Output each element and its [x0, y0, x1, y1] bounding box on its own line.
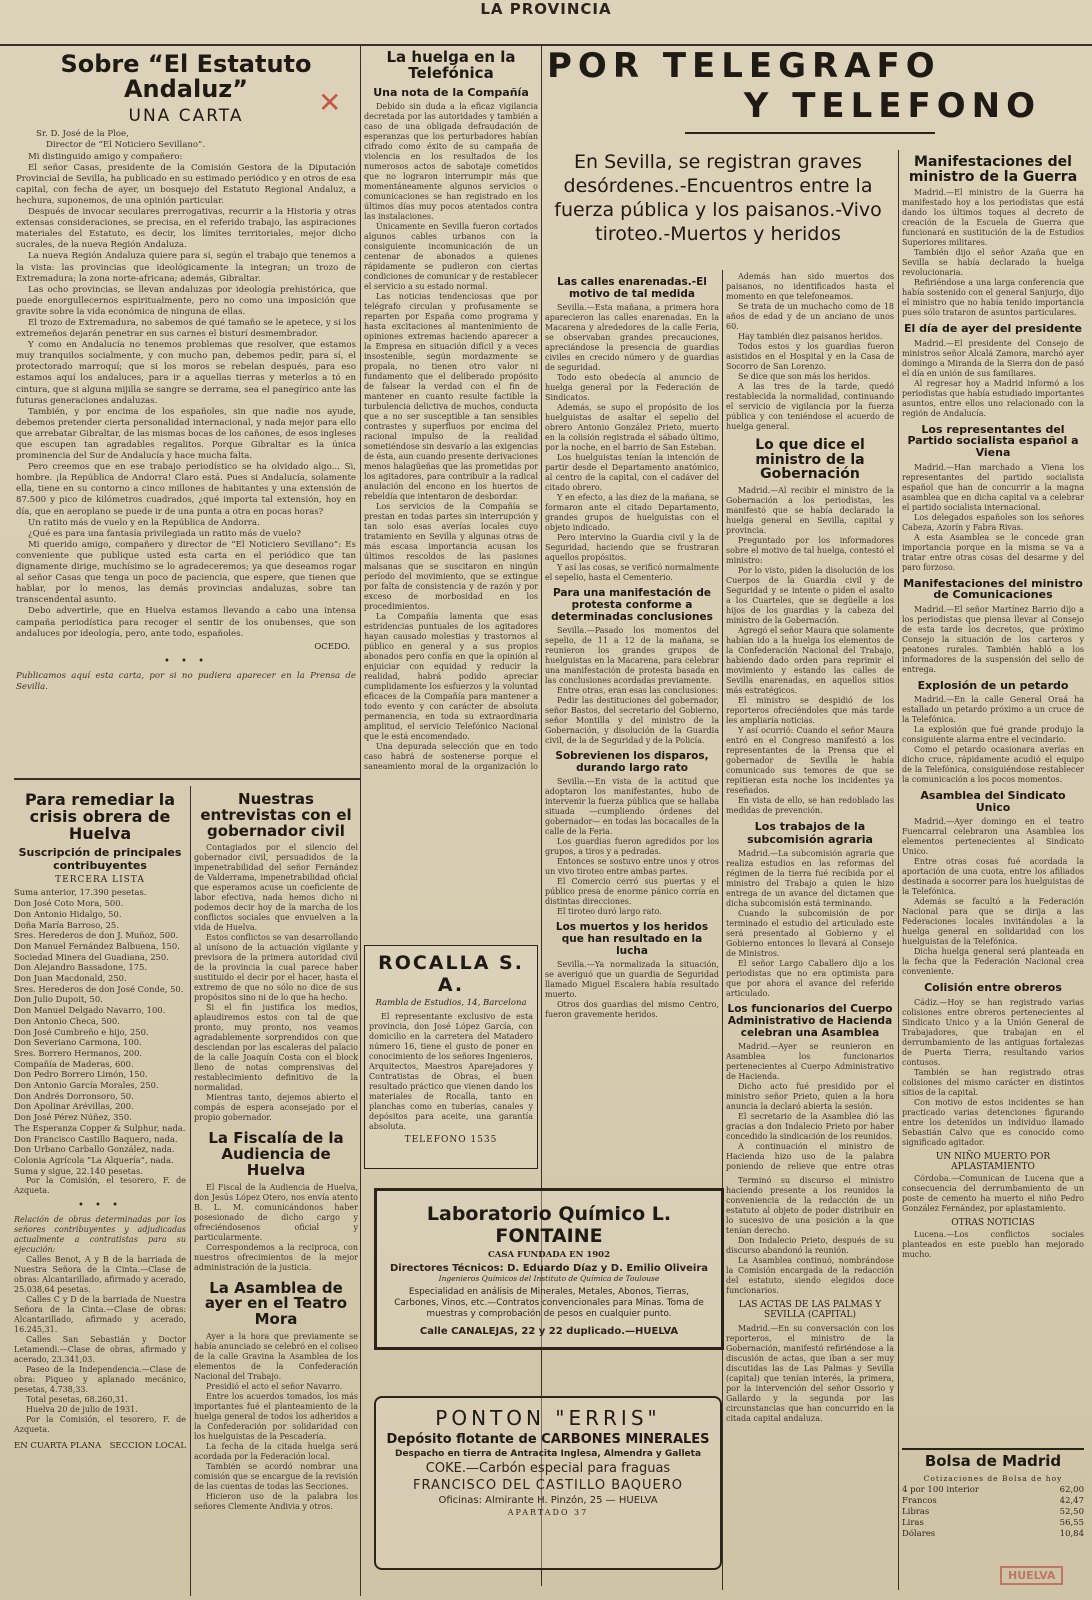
paragraph: La Compañía lamenta que esas estridencias puntuales de los agitadores hayan causado molestias y trastornos al público en general y a sus propios abonados pero confía en que la opinión al enjuiciar con equidad y reducir la realidad, habrá podido apreciar cumplidamente los esfuerzos y la voluntad eficaces de la Compañía para mantener a todo evento y con carácter de absoluta permanencia, en toda su extraordinaria amplitud, el servicio Telefónico Nacional que le está encomendado. [364, 611, 538, 741]
bolsa-value: 56,55 [1059, 1517, 1084, 1528]
paragraph: También se acordó nombrar una comisión que se encargue de la revisión de las cuentas de todas las Secciones. [194, 1461, 358, 1491]
banner-line-1: POR TELEGRAFO [547, 46, 941, 86]
bolsa-rows [902, 1485, 1084, 1540]
ad-title: ROCALLA S. A. [378, 952, 524, 996]
bolsa-row [902, 1518, 1084, 1529]
paragraph: Correspondemos a la reciproca, con nuestros ofrecimientos de la mejor administración de la justicia. [194, 1242, 358, 1272]
paragraph: Un ratito más de vuelo y en la República de Andorra. [28, 517, 260, 528]
paragraph: Madrid.—Ayer se reunieron en Asamblea los funcionarios pertenecientes al Cuerpo Administrativo de Hacienda. [726, 1042, 894, 1082]
archive-stamp: HUELVA [1000, 1566, 1063, 1585]
bolsa-value: 62,00 [1059, 1484, 1084, 1495]
article-telefonica [364, 48, 538, 772]
work-item: Huelva 20 de julio de 1931. [26, 1405, 138, 1415]
big-headline: En Sevilla, se registran graves desórdenes.-Encuentros entre la fuerza pública y los paisanos.-Vivo tiroteo.-Muertos y heridos [554, 151, 882, 245]
paragraph: También, y por encima de los españoles, sin que nadie nos ayude, debemos pretender cierta personalidad internacional, y nada mejor para ello que arrebatar Gibraltar, de las mismas bocas de los cañones, de esos ingleses que escupen tan agradables regalitos. Porque Gibraltar es la única prominencia del Sur de Andalucía y hace mucha falta. [16, 406, 356, 462]
bolsa-value: 52,50 [1059, 1506, 1084, 1517]
donor-item: Don José Coto Mora, 500. [14, 898, 124, 909]
editor-note: Publicamos aquí esta carta, por si no pudiera aparecer en la Prensa de Sevilla. [16, 670, 356, 692]
paragraph: Mientras tanto, dejemos abierto el compás de espera aconsejado por el propio gobernador. [194, 1093, 358, 1123]
donor-item: Don Manuel Fernández Balbuena, 150. [14, 940, 180, 951]
section-title: Manifestaciones del ministro de la Guerra [908, 154, 1078, 185]
paragraph: Madrid.—El presidente del Consejo de ministros señor Alcalá Zamora, marchó ayer domingo a Miranda de la Sierra don de pasó el día en unión de sus familiares. [902, 338, 1084, 378]
ad-line: Despacho en tierra de Antracita Inglesa, Almendra y Galleta [394, 1449, 702, 1459]
section-title: Sobrevienen los disparos, durando largo rato [555, 750, 709, 774]
paragraph: Si el fin justifica los medios, aplaudiremos estos con tal de que pronto, muy pronto, nos veamos agradablemente sorprendidos con que desciendan por las escaleras del palacio de la calle Joaquín Costa con el block lleno de notas comprensivas del restablecimiento definitivo de la normalidad. [194, 1003, 358, 1093]
article-sevilla [545, 272, 719, 1176]
section-title: Para una manifestación de protesta conforme a determinadas conclusiones [551, 587, 713, 623]
greeting: Mi distinguido amigo y compañero: [28, 151, 183, 162]
work-item: Por la Comisión, el tesorero, F. de Azqueta. [14, 1415, 186, 1435]
paragraph: Sevilla.—Ya normalizada la situación, se averiguó que un guardia de Seguridad llamado Miguel Escalera había resultado muerto. [545, 960, 719, 999]
paragraph: En vista de ello, se han redoblado las medidas de prevención. [726, 796, 894, 816]
column-rule [541, 46, 542, 1586]
paragraph: Entonces se sostuvo entre unos y otros un vivo tiroteo entre ambas partes. [545, 857, 719, 876]
section-title: LAS ACTAS DE LAS PALMAS Y SEVILLA (CAPITAL) [738, 1300, 882, 1320]
bolsa-title: Bolsa de Madrid [902, 1448, 1084, 1470]
donor-item: Suma anterior, 17.390 pesetas. [14, 887, 147, 898]
section-title: Las calles enarenadas.-El motivo de tal medida [557, 276, 707, 300]
paragraph: También dijo el señor Azaña que en Sevilla se había declarado la huelga revolucionaria. [902, 248, 1084, 278]
article-gobernador [194, 790, 358, 1596]
paragraph: Se dice que son más los heridos. [738, 372, 871, 381]
paragraph: Don Indalecio Prieto, después de su discurso abandonó la reunión. [726, 1236, 894, 1255]
big-headline-box [545, 150, 891, 268]
footer [14, 1441, 186, 1451]
paragraph: Además han sido muertos dos paisanos, no identificados hasta el momento en que telefoneamos. [726, 272, 894, 301]
ad-address: Rambla de Estudios, 14, Barcelona [375, 998, 527, 1008]
paragraph: Refiriéndose a una larga conferencia que había sostenido con el general Sanjurjo, dijo el ministro que no había tenido importancia pues sólo trataron de asuntos particulares. [902, 278, 1084, 318]
donor-item: Sociedad Minera del Guadiana, 250. [14, 951, 169, 962]
ad-title: PONTON "ERRIS" [435, 1406, 661, 1430]
ad-line: COKE.—Carbón especial para fraguas [425, 1461, 671, 1476]
bolsa-label: Dólares [902, 1528, 936, 1539]
donor-item: Don Urbano Carballo González, nada. [14, 1144, 175, 1155]
ad-subtitle: Depósito flotante de CARBONES MINERALES [386, 1432, 710, 1447]
ad-address: Calle CANALEJAS, 22 y 22 duplicado.—HUELVA [419, 1326, 679, 1337]
article-crisis-obrera [14, 790, 186, 1596]
paragraph: A continuación el ministro de Hacienda hizo uso de la palabra poniendo de relieve que entre otras [726, 1142, 894, 1172]
paragraph: Hay también diez paisanos heridos. [738, 332, 883, 341]
paper-name: LA PROVINCIA [480, 0, 612, 18]
subhead: Una nota de la Compañía [373, 85, 529, 99]
banner-rule [685, 132, 935, 134]
article-column-4-lower [726, 1176, 894, 1592]
paragraph: Las ocho provincias, se llevan andaluzas por ideología prehistórica, que puede enorgullecernos espiritualmente, pero no como una imposición que gravite sobre la vida económica de ninguna de ellas. [16, 284, 356, 317]
paragraph: Madrid.—Han marchado a Viena los representantes del partido socialista español que han de concurrir a la magna asamblea que en dicha capital va a celebrar el partido socialista internacional. [902, 462, 1084, 512]
ad-speciality: Especialidad en análisis de Minerales, Metales, Abonos, Tierras, Carbones, Vinos, etc.—Contratos convencionales para Minas. Toma de muestras y comprobación de pesos en cualquier punto. [394, 1287, 704, 1319]
bolsa-row [902, 1529, 1084, 1540]
paragraph: El señor Casas, presidente de la Comisión Gestora de la Diputación Provincial de Sevilla, ha publicado en su estimado periódico y en otros de esa capital, con fecha de ayer, un bosquejo del Estatuto Regional Andaluz, a hechura, suponemos, de una opinión particular. [16, 162, 356, 206]
footer-left: EN CUARTA PLANA [14, 1441, 102, 1452]
paragraph: La Asamblea continuó, nombrándose la Comisión encargada de la redacción del estatuto, siendo elegidos doce funcionarios. [726, 1256, 894, 1295]
section-title: Manifestaciones del ministro de Comunicaciones [903, 576, 1083, 602]
paragraph: Cádiz.—Hoy se han registrado varias colisiones entre obreros pertenecientes al Sindicato Unico y a la Unión General de Trabajadores, que trabajan en el derrumbamiento de las antiguas fortalezas de Puerta Tierra, resultando varios contusos. [902, 997, 1084, 1067]
paragraph: Como el petardo ocasionara averías en dicho cruce, rápidamente acudió el equipo de la Telefónica, consiguiéndose restablecer la comunicación a los pocos momentos. [902, 745, 1084, 785]
paragraph: Después de invocar seculares prerrogativas, recurrir a la Historia y otras extensas consideraciones, se precisa, en el referido trabajo, las aspiraciones materiales del Estatuto, es decir, los límites territoriales, mejor dicho sucrales, de la nueva Región Andaluza. [16, 207, 356, 251]
ad-rocalla [364, 945, 538, 1169]
paragraph: Todo esto obedecía al anuncio de huelga general por la Federación de Sindicatos. [545, 373, 719, 402]
bolsa-label: Liras [902, 1517, 924, 1528]
donor-list [14, 887, 186, 1176]
paragraph: Los huelguistas tenían la intención de partir desde el Departamento anatómico, al centro de la capital, con el cadáver del citado obrero. [545, 453, 719, 492]
bolsa-label: Francos [902, 1495, 937, 1506]
signature: OCEDO. [314, 641, 350, 652]
bolsa-row [902, 1485, 1084, 1496]
paragraph: A esta Asamblea se le concede gran importancia porque en la misma se va a tratar entre otras cosas del desarme y del paro forzoso. [902, 532, 1084, 572]
donor-item: Don Julio Dupoit, 50. [14, 994, 103, 1005]
bolsa-subtitle: Cotizaciones de Bolsa de hoy [923, 1473, 1063, 1483]
work-item: Total pesetas, 68.260,31. [26, 1395, 128, 1405]
paragraph: Entre los acuerdos tomados, los más importantes fué el planteamiento de la huelga general de todos los adheridos a la Confederación por solidaridad con los huelguistas de la Pescadería. [194, 1391, 358, 1441]
paragraph: Al regresar hoy a Madrid informó a los periodistas que había estudiado importantes asuntos, entre ellos uno relacionado con la región de Andalucía. [902, 378, 1084, 418]
donor-item: Don José Cumbreño e hijo, 250. [14, 1026, 149, 1037]
paragraph: Contagiados por el silencio del gobernador civil, persuadidos de la impenetrabilidad del señor Fernández de Valderrama, impenetrabilidad oficial que esperamos acuse un coeficiente de labor efectiva, nada hemos dicho ni podemos decir hoy de la marcha de los conflictos sociales que envuelven a la vida de Huelva. [194, 843, 358, 933]
section-title: Los funcionarios del Cuerpo Administrativo de Hacienda celebran una Asamblea [727, 1003, 893, 1040]
banner-line-2: Y TELEFONO [743, 86, 1041, 126]
column-rule [722, 270, 723, 1590]
headline: Para remediar la crisis obrera de Huelva [24, 790, 176, 843]
work-item: Calles San Sebastián y Doctor Letamendi.—Clase de obras, afirmado y acerado, 23.341,03. [14, 1335, 186, 1365]
donor-item: Don Francisco Castillo Baquero, nada. [14, 1133, 178, 1144]
headline: Sobre “El Estatuto Andaluz” [60, 50, 312, 104]
paragraph: Lucena.—Los conflictos sociales planteados en este pueblo han mejorado mucho. [902, 1229, 1084, 1259]
paragraph: Además, se supo el propósito de los huelguistas de asaltar el sepelio del obrero Antonio González Prieto, muerto en la colisión registrada el sábado último, por la noche, en el barrio de San Esteban. [545, 403, 719, 452]
ad-phone: TELEFONO 1535 [404, 1135, 498, 1145]
closing: Por la Comisión, el tesorero, F. de Azqueta. [14, 1176, 186, 1196]
donor-item: Colonia Agrícola “La Alquería”, nada. [14, 1154, 174, 1165]
paragraph: Se trata de un muchacho como de 18 años de edad y de un anciano de unos 60. [726, 302, 894, 331]
paragraph: Y como en Andalucía no tenemos problemas que resolver, que estamos muy tranquilos socialmente, y con mucho pan, debemos pedir, para sí, el protectorado marroquí; que si los moros se rebelan después, para eso estamos aquí los andaluces, para ir a aquellas tierras y meterlos a tó en cintura, que si alguna mijilla se sangre se derrama, sea el panegírico ante las futuras generaciones andaluzas. [16, 340, 356, 406]
donor-item: Compañía de Maderas, 600. [14, 1058, 134, 1069]
column-rule [190, 786, 191, 1596]
paragraph: El señor Largo Caballero dijo a los periodistas que no era optimista para que por ahora el avance del referido articulado. [726, 959, 894, 999]
donor-item: Don Alejandro Bassadone, 175. [14, 962, 148, 973]
donor-item: Don Andrés Dorronsoro, 50. [14, 1090, 134, 1101]
headline: La Asamblea de ayer en el Teatro Mora [204, 1278, 348, 1328]
paragraph: Madrid.—La subcomisión agraria que realiza estudios en las reformas del régimen de la tierra fué recibida por el ministro del Trabajo a quien le hizo entrega de un avance del dictamen que dicha subcomisión está terminando. [726, 849, 894, 909]
section-rule [14, 778, 360, 780]
ornament: • • • [163, 655, 209, 667]
paragraph: Madrid.—El señor Martínez Barrio dijo a los periodistas que piensa llevar al Consejo de esta tarde los decretos, que próximo Consejo la situación de los carteros y peatones rurales. También habló a los informadores de la suspensión del sello de entrega. [902, 604, 1084, 674]
donor-item: Sres. Herederos de don J. Muñoz, 500. [14, 930, 179, 941]
paragraph: Dicha huelga general será planteada en la fecha que la Federación Nacional crea conveniente. [902, 947, 1084, 977]
work-item: Paseo de la Independencia.—Clase de obra: Piqueo y aplanado mecánico, pesetas, 4.738,33. [14, 1365, 186, 1395]
paragraph: Sevilla.—Pasado los momentos del sepelio, de 11 a 12 de la mañana, se reunieron los grandes grupos de huelguistas en la Macarena, para celebrar una manifestación de protesta basada en las conclusiones acordadas previamente. [545, 626, 719, 685]
donor-item: Sres. Herederos de don José Conde, 50. [14, 983, 184, 994]
donor-item: Don Antonio Hidalgo, 50. [14, 908, 122, 919]
ad-title: Laboratorio Químico L. FONTAINE [426, 1203, 672, 1247]
paragraph: Madrid.—En la calle General Oraá ha estallado un petardo próximo a un cruce de la Telefónica. [902, 695, 1084, 725]
section-title: Los muertos y los heridos que han resultado en la lucha [555, 921, 709, 957]
bolsa-value: 42,47 [1059, 1495, 1084, 1506]
donor-item: Don Juan Macdonald, 250. [14, 973, 127, 984]
paragraph: El Comercio cerró sus puertas y el público presa de enorme pánico corría en distintas direcciones. [545, 877, 719, 906]
paragraph: Con motivo de estos incidentes se han practicado varias detenciones figurando entre los detenidos un individuo llamado Sebastián Calvo que es conocido como significado agitador. [902, 1097, 1084, 1147]
paragraph: Estos conflictos se van desarrollando al unísono de la actuación vigilante y previsora de la primera autoridad civil de la provincia la cual parece haber sustituido el decir por el hacer, hasta el extremo de que no sólo no dice de sus propósitos sino ni de lo que ha hecho. [194, 933, 358, 1003]
paragraph: Únicamente en Sevilla fueron cortados algunos cables urbanos con la consiguiente incomunicación de un centenar de abonados a quienes rápidamente se pudieron con ciertas condiciones de comunicar y de restablecer el servicio a su estado normal. [364, 221, 538, 291]
ad-directors-sub: Ingenieros Químicos del Instituto de Química de Toulouse [438, 1274, 660, 1283]
paragraph: Cuando la subcomisión de por terminado el estudio del articulado este será presentado al Gobierno y el Gobierno entonces lo llevará al Consejo de Ministros. [726, 909, 894, 959]
ad-erris [374, 1396, 722, 1570]
section-title: El día de ayer del presidente [903, 322, 1083, 336]
paragraph: Madrid.—El ministro de la Guerra ha manifestado hoy a los periodistas que está dando los últimos toques al decreto de creación de la Escuela de Guerra que funcionará en sustitución de la de Estudios Superiores militares. [902, 188, 1084, 248]
paragraph: Pedir las destituciones del gobernador, señor Bastos, del secretario del Gobierno, señor Montilla y del ministro de la Gobernación, y disolución de la Guardia civil, de la de Seguridad y de la Policía. [545, 696, 719, 745]
ad-line: FRANCISCO DEL CASTILLO BAQUERO [413, 1478, 683, 1493]
list-title: TERCERA LISTA [55, 875, 145, 886]
donor-item: Suma y sigue, 22.140 pesetas. [14, 1165, 143, 1176]
ad-directors: Directores Técnicos: D. Eduardo Díaz y D. Emilio Oliveira [389, 1263, 709, 1274]
column-rule [898, 150, 899, 1590]
works-list [14, 1255, 186, 1435]
handwritten-mark-icon: ✕ [318, 86, 342, 119]
subhead: UNA CARTA [128, 106, 244, 127]
donor-item: Don Antonio Checa, 500. [14, 1015, 120, 1026]
section-title: OTRAS NOTICIAS [951, 1217, 1035, 1228]
paragraph: Mi querido amigo, compañero y director de “El Noticiero Sevillano”: Es conveniente que publique usted esta carta en el periódico que tan dignamente dirige, muchísimo se lo agradeceremos; ya que deseamos rogar al señor Casas que tenga un poco de paciencia, que espere, que tienen que hablar, por lo menos, las demás provincias andaluzas, sobre tan transcendental asunto. [16, 539, 356, 606]
column-rule [360, 46, 361, 1596]
paragraph: Preguntado por los informadores sobre el motivo de tal huelga, contestó el ministro: [726, 536, 894, 566]
paragraph: Y así las cosas, se verificó normalmente el sepelio, hasta el Cementerio. [545, 563, 719, 582]
paragraph: Pero intervino la Guardia civil y la de Seguridad, haciendo que se frustraran aquellos propósitos. [545, 533, 719, 562]
bolsa-label: Libras [902, 1506, 930, 1517]
paragraph: Hicieron uso de la palabra los señores Clemente Andivia y otros. [194, 1491, 358, 1511]
paragraph: Debo advertirle, que en Huelva estamos llevando a cabo una intensa campaña periodística para recoger el sentir de los onubenses, que son andaluces por ideología, pero, ante todo, españoles. [16, 606, 356, 639]
donor-item: Don Apolinar Arévillas, 200. [14, 1101, 134, 1112]
paragraph: Las noticias tendenciosas que por telégrafo circulan y profusamente se reparten por España como programa y hasta excitaciones al mantenimiento de opiniones extremas haciendo aparecer a la Empresa en situación difícil y a veces insostenible, según mordazmente se propala, no tienen otro valor ni fundamento que el deliberado propósito de falsear la verdad con el fin de mantener en cuanto resulte factible la turbulencia delictiva de muchos, conducta que a no ser susceptible a tan sensibles contrastes y superfluos por encima del racional impulso de la realidad sometiéndose sin desvarío a las exigencias de ésta, aun cuando presente derivaciones menos halagüeñas que las prometidas por los agitadores, para contribuir a la radical anulación del encono en los huertos de rebeldía que intentaron de desbordar. [364, 291, 538, 501]
bolsa-row [902, 1507, 1084, 1518]
paragraph: Presidió el acto el señor Navarro. [206, 1381, 343, 1391]
donor-item: Don Severiano Carmona, 100. [14, 1037, 142, 1048]
paragraph: Sevilla.—Esta mañana, a primera hora aparecieron las calles enarenadas. En la Macarena y alrededores de la calle Feria, se observaban grandes precauciones, apreciándose la presencia de guardias civiles en crecido número y de guardias de seguridad. [545, 303, 719, 372]
ad-text: El representante exclusivo de esta provincia, don José López García, con domicilio en la carretera del Matadero número 16, tiene el gusto de poner en conocimiento de los señores Ingenieros, Arquitectos, Maestros Aparejadores y Contratistas de Obras, el buen resultado práctico que vienen dando los materiales de Rocalla, tanto en planchas como en tuberías, canales y depósitos para aceite, una garantía absoluta. [369, 1012, 533, 1131]
section-title: Los representantes del Partido socialista español a Viena [907, 422, 1079, 460]
paragraph: Sevilla.—En vista de la actitud que adoptaron los manifestantes, hubo de intervenir la fuerza pública que se hallaba situada —cumpliendo órdenes del gobernador— en todas las bocacalles de la calle de la Feria. [545, 777, 719, 836]
paragraph: Entre otras cosas fué acordada la aportación de una cuota, entre los afiliados destinada a socorrer para los huelguistas de la Telefónica. [902, 857, 1084, 897]
paragraph: Terminó su discurso el ministro haciendo presente a los reunidos la conveniencia de la redacción de un estatuto al objeto de poder distribuir en lo sucesivo de una posición a la que tenían derecho. [726, 1176, 894, 1235]
paragraph: El Fiscal de la Audiencia de Huelva, don Jesús López Otero, nos envía atento B. L. M. comunicándonos haber posesionado de dicho cargo y ofreciéndosenos oficial y particularmente. [194, 1182, 358, 1242]
paragraph: El ministro se despidió de los reporteros ofreciéndoles que más tarde les ampliaría noticias. [726, 696, 894, 726]
paragraph: Todos estos y los guardias fueron asistidos en el Hospital y en la Casa de Socorro de San Lorenzo. [726, 342, 894, 371]
addressee: Director de “El Noticiero Sevillano”. [46, 140, 206, 151]
article-column-5 [902, 150, 1084, 1442]
paragraph: También se han registrado otras colisiones del mismo carácter en distintos sitios de la capital. [902, 1067, 1084, 1097]
paragraph: Una depurada selección que en todo caso habrá de sostenerse porque el saneamiento moral de la organización lo [364, 741, 538, 771]
paragraph: Y así ocurrió: Cuando el señor Maura entró en el Congreso manifestó a los representantes de la Prensa que el gobernador de Sevilla le había comunicado sus temores de que se repitieran esta noche los incidentes ya reseñados. [726, 726, 894, 796]
ad-line: APARTADO 37 [507, 1508, 589, 1517]
donor-item: The Esperanza Copper & Sulphur, nada. [14, 1122, 186, 1133]
paragraph: Madrid.—En su conversación con los reporteros, el ministro de la Gobernación, manifestó refiriéndose a la discusión de actas, que iban a ser muy discutidas las de Las Palmas y Sevilla (capital) que tenían interés, la primera, por la intervención del señor Ossorio y Gallardo y la segunda por las circunstancias que han concurrido en la citada capital andaluza. [726, 1324, 894, 1423]
paragraph: Pero creemos que en ese trabajo periodístico se ha olvidado algo... Si, hombre. ¡la República de Andorra! Claro está. Pues si Andalucía, solamente ella, tiene en su contorno a cinco millones de habitantes y una extensión de 87.500 y pico de kilómetros cuadrados, ¿qué importa tal extensión, hoy en día, que en aeroplano se puede ir de una punta a otra en pocas horas? [16, 462, 356, 517]
subhead: Suscripción de principales contribuyentes [18, 846, 182, 873]
footer-right: SECCION LOCAL [109, 1441, 186, 1452]
donor-item: Sres. Borrero Hermanos, 200. [14, 1047, 143, 1058]
section-title: Colisión entre obreros [924, 981, 1062, 995]
paragraph: Dicho acto fué presidido por el ministro señor Prieto, quien a la hora anuncia la declaró abierta la sesión. [726, 1082, 894, 1112]
ad-fontaine [374, 1188, 724, 1350]
masthead [0, 0, 1092, 46]
headline: La huelga en la Telefónica [386, 48, 516, 82]
bolsa-value: 10,84 [1059, 1528, 1084, 1539]
paragraph: Agregó el señor Maura que solamente habían ido a la huelga los elementos de la Confederación Nacional del Trabajo, habiendo dado orden para reprimir el movimiento y estando las calles de Sevilla enarenadas, en aquellos sitios más estratégicos. [726, 626, 894, 696]
paragraph: Córdoba.—Comunican de Lucena que a consecuencia del derrumbamiento de un poste de cemento ha muerto el niño Pedro González Fernández, por aplastamiento. [902, 1173, 1084, 1213]
section-title: Explosión de un petardo [917, 678, 1069, 692]
bolsa-row [902, 1496, 1084, 1507]
banner-telegrafo [545, 46, 1085, 146]
donor-item: Don Manuel Delgado Navarro, 100. [14, 1005, 166, 1016]
paragraph: Los servicios de la Compañía se prestan en todas partes sin interrupción y tan solo esas averías locales cuyo tratamiento en Sevilla y algunas otras de más escasa importancia acusan los últimos rescoldos de las pasiones malsanas que se suscitaron en ningún período del movimiento, que se extingue por falta de consistencia y de razón y por exceso de morbosidad en los procedimientos. [364, 501, 538, 611]
paragraph: La explosión que fué grande produjo la consiguiente alarma entre el vecindario. [902, 725, 1084, 745]
relation-title: Relación de obras determinadas por los señores contribuyentes y adjudicadas actualmente a contratistas para su ejecución: [14, 1215, 186, 1255]
section-title: Asamblea del Sindicato Unico [920, 789, 1066, 814]
paragraph: Debido sin duda a la eficaz vigilancia decretada por las autoridades y también a caso de una obligada defraudación de esperanzas que los perturbadores habían cifrado como éxito de su campaña de violencia en los resultados de los numerosos actos de sabotaje cometidos que no lograron interrumpir más que momentáneamente algunos servicios o comunicaciones se han registrado en los últimos días muy pocos atentados contra las instalaciones. [364, 101, 538, 221]
ad-line: Oficinas: Almirante H. Pinzón, 25 — HUELVA [438, 1495, 658, 1506]
paragraph: Los delegados españoles son los señores Cabeza, Azorín y Fabra Rivas. [902, 512, 1084, 532]
article-column-4 [726, 272, 894, 1172]
paragraph: La nueva Región Andaluza quiere para sí, según el trabajo que tenemos a la vista: las provincias que ideológicamente la integran; un trozo de Extremadura; la zona norte-africana; además, Gibraltar. [16, 251, 356, 284]
paragraph: Además se facultó a la Federación Nacional para que se dirija a las Federaciones locales invitándolas a la huelga general en solidaridad con los huelguistas de la Telefónica. [902, 897, 1084, 947]
work-item: Calles C y D de la barriada de Nuestra Señora de la Cinta.—Clase de obras: Alcantarillado, afirmado y acerado, 16.245,31. [14, 1295, 186, 1335]
donor-item: Don José Pérez Núñez, 350. [14, 1112, 132, 1123]
section-title: UN NIÑO MUERTO POR APLASTAMIENTO [935, 1151, 1051, 1172]
headline: La Fiscalía de la Audiencia de Huelva [208, 1129, 344, 1179]
paragraph: Entre otras, eran esas las conclusiones: [557, 686, 719, 695]
section-title: Los trabajos de la subcomisión agraria [747, 820, 873, 847]
work-item: Calles Benot, A y B de la barriada de Nuestra Señora de la Cinta.—Clase de obras: Alcantarillado, afirmado y acerado, 25.038,64 pesetas. [14, 1255, 186, 1295]
bolsa-label: 4 por 100 interior [902, 1484, 979, 1495]
paragraph: Otros dos guardias del mismo Centro, fueron gravemente heridos. [545, 1000, 719, 1019]
paragraph: ¿Qué es para una fantasía privilegiada un ratito más de vuelo? [28, 528, 302, 539]
paragraph: Madrid.—Al recibir el ministro de la Gobernación a los periodistas, les manifestó que se había declarado la huelga general en Sevilla, capital y provincia. [726, 486, 894, 536]
paragraph: Ayer a la hora que previamente se había anunciado se celebró en el coliseo de la calle Gravina la Asamblea de los elementos de la Confederación Nacional del Trabajo. [194, 1331, 358, 1381]
paragraph: La fecha de la citada huelga será acordada por la Federación local. [194, 1441, 358, 1461]
section-title: Lo que dice el ministro de la Gobernación [755, 437, 865, 483]
article-estatuto [16, 48, 356, 776]
paragraph: Y en efecto, a las diez de la mañana, se formaron ante el citado Departamento, grandes grupos de huelguistas con el objeto indicado. [545, 493, 719, 532]
headline: Nuestras entrevistas con el gobernador civil [200, 790, 352, 840]
salutation: Sr. D. José de la Ploe, [36, 129, 129, 140]
paragraph: El tiroteo duró largo rato. [557, 907, 662, 916]
donor-item: Doña María Barroso, 25. [14, 919, 119, 930]
ad-founded: CASA FUNDADA EN 1902 [487, 1250, 611, 1260]
donor-item: Don Antonio García Morales, 250. [14, 1080, 159, 1091]
donor-item: Don Pedro Borrero Limón, 150. [14, 1069, 148, 1080]
paragraph: Los guardias fueron agredidos por los grupos, a tiros y a pedradas. [545, 837, 719, 856]
col5-sections [902, 155, 1084, 1148]
paragraph: El trozo de Extremadura, no sabemos de qué tamaño se le apetece, y si los extremeños dejarán penetrar en sus carnes el bisturí desmembrador. [16, 317, 356, 340]
paragraph: El secretario de la Asamblea dió las gracias a don Indalecio Prieto por haber concedido la sindicación de los reunidos. [726, 1112, 894, 1142]
ornament: • • • [77, 1200, 123, 1212]
paragraph: A las tres de la tarde, quedó restablecida la normalidad, continuando el servicio de vigilancia por la fuerza pública y con teniéndose el acuerdo de huelga general. [726, 382, 894, 431]
paragraph: Madrid.—Ayer domingo en el teatro Fuencarral celebraron una Asamblea los elementos pertenecientes al Sindicato Unico. [902, 817, 1084, 857]
paragraph: Por lo visto, piden la disolución de los Cuerpos de la Guardia civil y de Seguridad y se intente o piden el asalto a los Cuarteles, que se degüelle a los hijos de los guardias y la cabeza del ministro de la Gobernación. [726, 566, 894, 626]
